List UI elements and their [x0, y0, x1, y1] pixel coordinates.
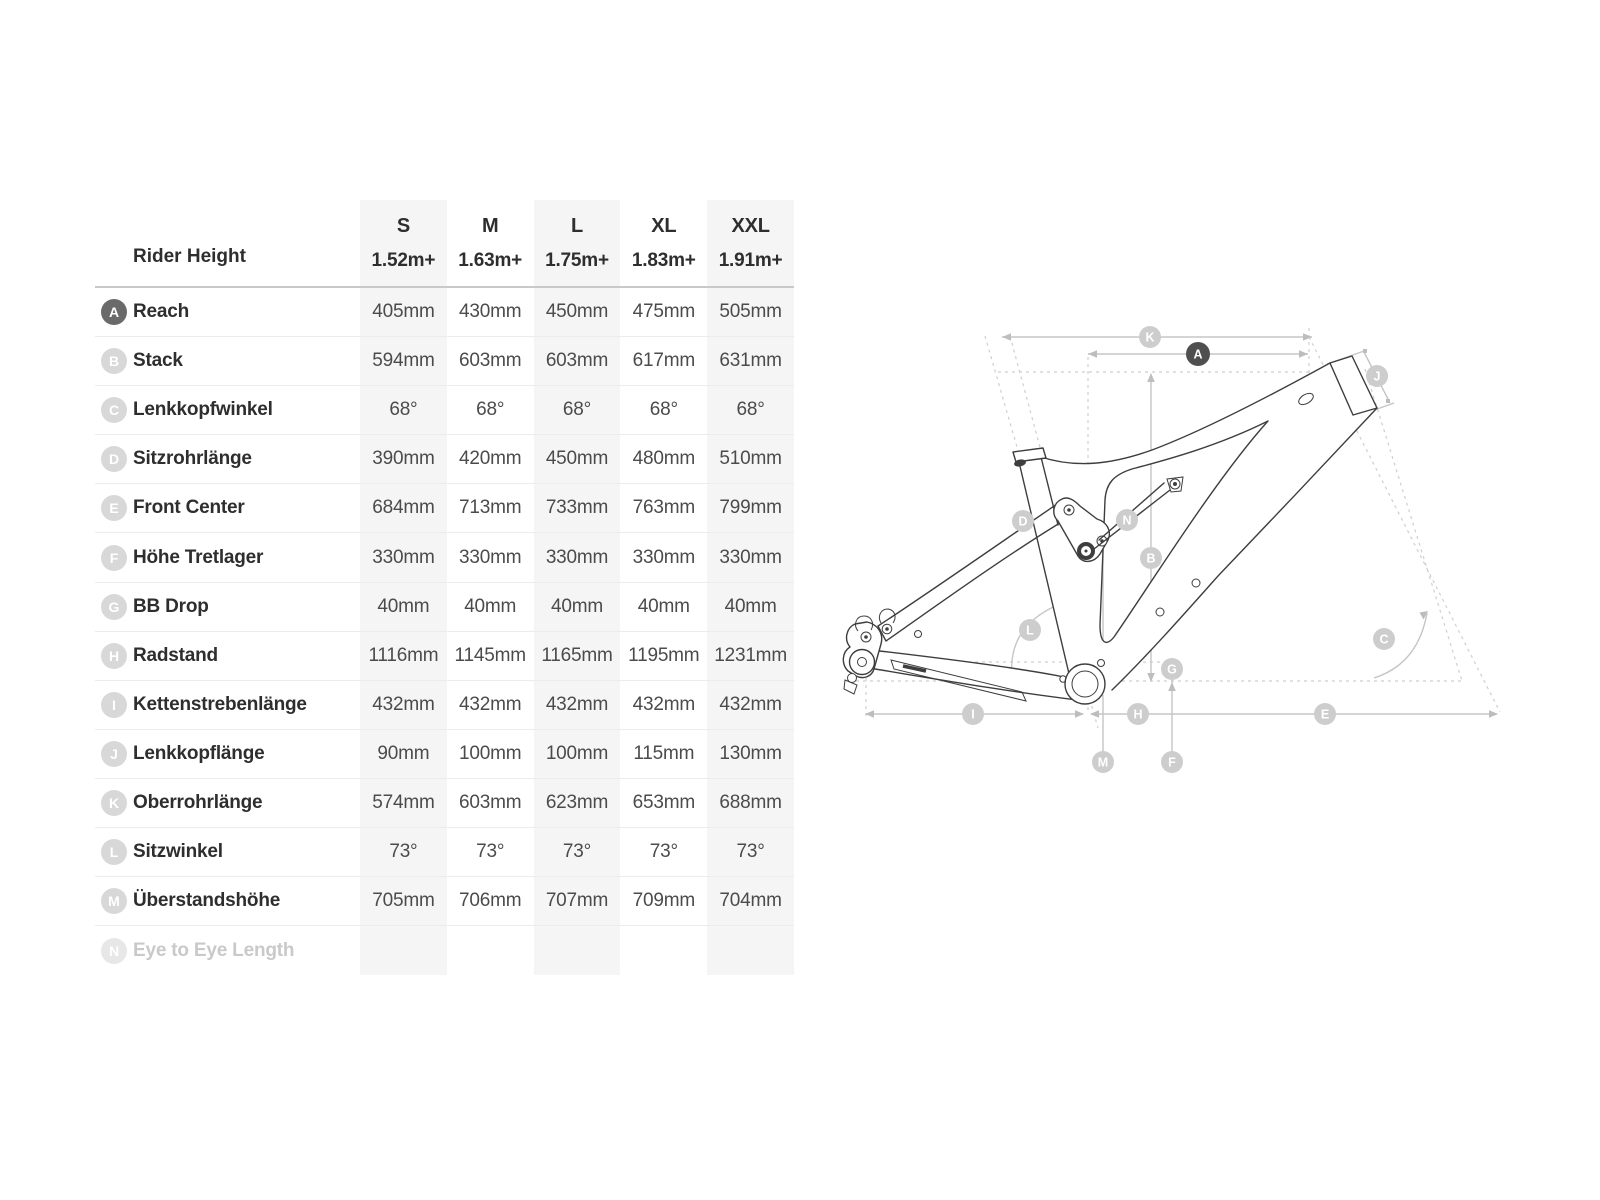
value-cell: 1145mm	[454, 644, 526, 666]
value-cell: 73°	[360, 828, 447, 876]
row-label: Lenkkopfwinkel	[133, 399, 273, 421]
value-cell: 505mm	[707, 288, 794, 336]
value-cell: 68°	[360, 386, 447, 434]
rider-height-value: 1.91m+	[718, 250, 783, 271]
value-cell: 510mm	[707, 435, 794, 483]
measure-badge-n[interactable]	[1116, 509, 1138, 531]
measure-badge-l[interactable]	[1019, 619, 1041, 641]
value-cell: 40mm	[360, 583, 447, 631]
value-cell: 100mm	[534, 730, 621, 778]
svg-text:G: G	[1167, 662, 1177, 677]
svg-text:K: K	[1145, 330, 1155, 345]
value-cell: 617mm	[632, 350, 695, 372]
row-label: Sitzrohrlänge	[133, 448, 252, 470]
value-cell: 40mm	[464, 595, 517, 617]
row-letter-badge: A	[101, 299, 127, 325]
rider-height-value: 1.52m+	[371, 250, 436, 271]
value-cell: 1231mm	[707, 632, 794, 680]
value-cell: 73°	[649, 841, 678, 863]
size-label: L	[570, 215, 583, 237]
row-letter-badge: F	[101, 545, 127, 571]
value-cell: 432mm	[707, 681, 794, 729]
row-label: Sitzwinkel	[133, 841, 223, 863]
row-label: Reach	[133, 301, 190, 323]
svg-text:A: A	[1193, 347, 1203, 362]
value-cell: 603mm	[534, 337, 621, 385]
value-cell: 603mm	[459, 350, 522, 372]
value-cell: 68°	[476, 399, 505, 421]
value-cell: 390mm	[360, 435, 447, 483]
row-label: Oberrohrlänge	[133, 791, 263, 813]
value-cell: 713mm	[459, 497, 522, 519]
svg-text:F: F	[1168, 755, 1176, 770]
row-letter-badge: J	[101, 741, 127, 767]
measure-badge-h[interactable]	[1127, 703, 1149, 725]
value-cell: 480mm	[632, 448, 695, 470]
size-label: XXL	[731, 215, 770, 237]
row-letter-badge: C	[101, 397, 127, 423]
measure-badge-b[interactable]	[1140, 547, 1162, 569]
row-label: Eye to Eye Length	[133, 939, 295, 961]
svg-text:B: B	[1146, 551, 1156, 566]
row-label: Front Center	[133, 497, 245, 519]
measure-badge-m[interactable]	[1092, 751, 1114, 773]
value-cell: 432mm	[632, 693, 695, 715]
measure-badge-e[interactable]	[1314, 703, 1336, 725]
value-cell: 40mm	[707, 583, 794, 631]
svg-text:D: D	[1018, 514, 1028, 529]
row-letter-badge: N	[101, 938, 127, 964]
value-cell: 704mm	[707, 877, 794, 925]
measure-badge-c[interactable]	[1373, 628, 1395, 650]
value-cell: 432mm	[360, 681, 447, 729]
svg-text:L: L	[1026, 623, 1034, 638]
measure-badge-j[interactable]	[1366, 365, 1388, 387]
value-cell: 631mm	[707, 337, 794, 385]
rider-height-label: Rider Height	[133, 246, 246, 267]
value-cell: 330mm	[360, 533, 447, 581]
rider-height-value: 1.63m+	[458, 250, 523, 271]
row-letter-badge: M	[101, 888, 127, 914]
value-cell: 1116mm	[360, 632, 447, 680]
svg-text:N: N	[1122, 513, 1132, 528]
row-letter-badge: L	[101, 839, 127, 865]
size-label: S	[396, 215, 410, 237]
svg-text:H: H	[1133, 707, 1143, 722]
row-label: BB Drop	[133, 595, 209, 617]
value-cell: 594mm	[360, 337, 447, 385]
row-label: Stack	[133, 350, 183, 372]
value-cell: 420mm	[459, 448, 522, 470]
value-cell: 475mm	[632, 301, 695, 323]
value-cell: 684mm	[360, 484, 447, 532]
row-letter-badge: I	[101, 692, 127, 718]
row-letter-badge: H	[101, 643, 127, 669]
value-cell: 1195mm	[628, 644, 700, 666]
value-cell: 799mm	[707, 484, 794, 532]
value-cell: 707mm	[534, 877, 621, 925]
measure-badge-g[interactable]	[1161, 658, 1183, 680]
value-cell: 68°	[707, 386, 794, 434]
value-cell: 68°	[534, 386, 621, 434]
value-cell: 130mm	[707, 730, 794, 778]
row-label: Überstandshöhe	[133, 890, 281, 912]
bike-frame-outline	[843, 356, 1377, 705]
value-cell: 623mm	[534, 779, 621, 827]
value-cell: 330mm	[707, 533, 794, 581]
measure-badge-i[interactable]	[962, 703, 984, 725]
value-cell: 450mm	[534, 288, 621, 336]
row-letter-badge: G	[101, 594, 127, 620]
size-label: XL	[651, 215, 677, 237]
value-cell: 330mm	[534, 533, 621, 581]
value-cell: 653mm	[632, 791, 695, 813]
value-cell: 68°	[649, 399, 678, 421]
row-label: Höhe Tretlager	[133, 546, 264, 568]
value-cell: 709mm	[632, 890, 695, 912]
measure-badge-k[interactable]	[1139, 326, 1161, 348]
row-letter-badge: E	[101, 495, 127, 521]
row-letter-badge: D	[101, 446, 127, 472]
rider-height-value: 1.83m+	[631, 250, 696, 271]
value-cell: 40mm	[534, 583, 621, 631]
value-cell: 688mm	[707, 779, 794, 827]
svg-text:J: J	[1373, 369, 1381, 384]
row-letter-badge: K	[101, 790, 127, 816]
measure-badge-f[interactable]	[1161, 751, 1183, 773]
value-cell: 73°	[476, 841, 505, 863]
svg-text:E: E	[1320, 707, 1330, 722]
value-cell: 90mm	[360, 730, 447, 778]
value-cell: 733mm	[534, 484, 621, 532]
value-cell: 763mm	[632, 497, 695, 519]
value-cell: 603mm	[459, 791, 522, 813]
measure-badge-d[interactable]	[1012, 510, 1034, 532]
size-label: M	[481, 215, 499, 237]
row-label: Kettenstrebenlänge	[133, 693, 307, 715]
row-label: Lenkkopflänge	[133, 742, 265, 764]
value-cell: 330mm	[459, 546, 522, 568]
value-cell: 73°	[707, 828, 794, 876]
value-cell: 405mm	[360, 288, 447, 336]
svg-text:M: M	[1097, 755, 1109, 770]
value-cell: 73°	[534, 828, 621, 876]
value-cell: 330mm	[632, 546, 695, 568]
value-cell: 705mm	[360, 877, 447, 925]
value-cell: 706mm	[459, 890, 522, 912]
value-cell: 40mm	[637, 595, 690, 617]
svg-text:I: I	[971, 707, 975, 722]
value-cell: 432mm	[459, 693, 522, 715]
value-cell: 450mm	[534, 435, 621, 483]
value-cell: 115mm	[633, 742, 695, 764]
row-letter-badge: B	[101, 348, 127, 374]
value-cell: 574mm	[360, 779, 447, 827]
value-cell: 1165mm	[534, 632, 621, 680]
value-cell: 432mm	[534, 681, 621, 729]
row-label: Radstand	[133, 644, 218, 666]
value-cell: 100mm	[459, 742, 522, 764]
rider-height-value: 1.75m+	[545, 250, 609, 271]
value-cell: 430mm	[459, 301, 522, 323]
measure-badge-a[interactable]	[1186, 342, 1210, 366]
svg-text:C: C	[1379, 632, 1389, 647]
